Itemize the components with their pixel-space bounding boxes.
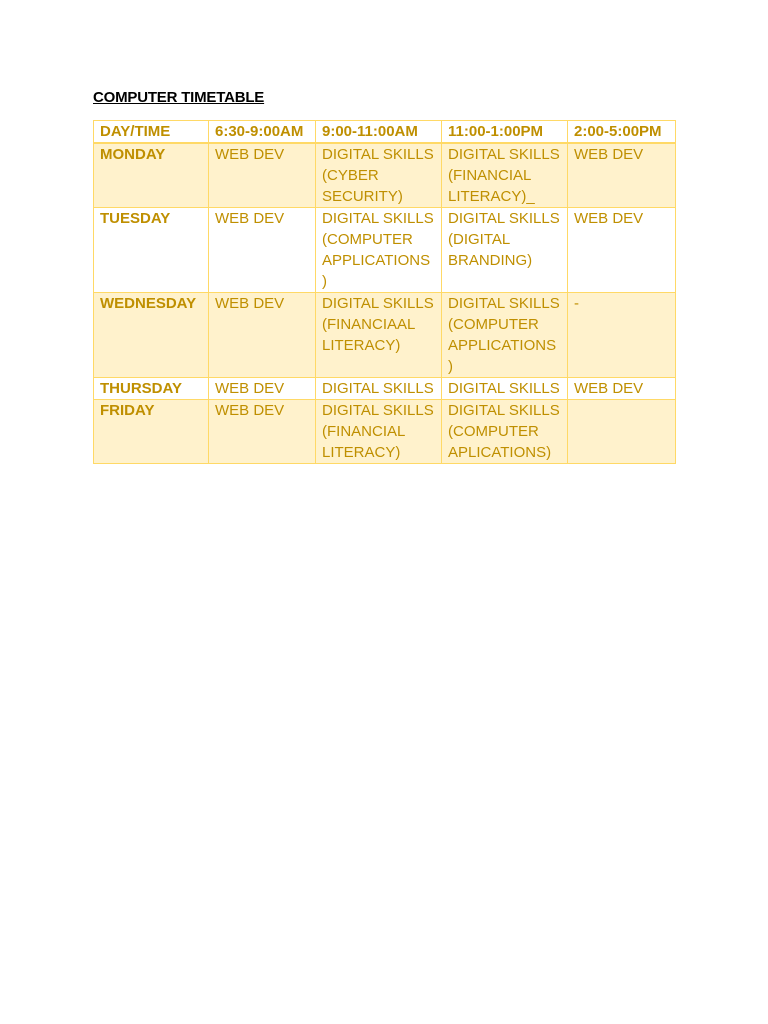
table-cell: WEB DEV: [568, 208, 676, 293]
table-cell: DIGITAL SKILLS (FINANCIAL LITERACY)_: [442, 143, 568, 208]
timetable-table: [93, 120, 676, 464]
table-cell: WEB DEV: [209, 400, 316, 464]
table-cell: DIGITAL SKILLS: [316, 378, 442, 400]
table-row: [94, 378, 676, 400]
table-cell: WEB DEV: [209, 378, 316, 400]
table-row: [94, 208, 676, 293]
day-cell: MONDAY: [94, 143, 209, 208]
table-cell: WEB DEV: [568, 143, 676, 208]
table-cell: DIGITAL SKILLS (COMPUTER APLICATIONS): [442, 400, 568, 464]
page-title: COMPUTER TIMETABLE: [93, 89, 265, 106]
header-cell-slot-1: 6:30-9:00AM: [209, 121, 316, 144]
header-cell-slot-3: 11:00-1:00PM: [442, 121, 568, 144]
table-cell: DIGITAL SKILLS: [442, 378, 568, 400]
table-cell: DIGITAL SKILLS (FINANCIAAL LITERACY): [316, 293, 442, 378]
day-cell: WEDNESDAY: [94, 293, 209, 378]
day-cell: FRIDAY: [94, 400, 209, 464]
table-cell: DIGITAL SKILLS (COMPUTER APPLICATIONS): [442, 293, 568, 378]
header-row: [94, 121, 676, 144]
table-row: [94, 143, 676, 208]
header-cell-day-time: DAY/TIME: [94, 121, 209, 144]
day-cell: THURSDAY: [94, 378, 209, 400]
table-cell: DIGITAL SKILLS (COMPUTER APPLICATIONS ): [316, 208, 442, 293]
table-cell: DIGITAL SKILLS (FINANCIAL LITERACY): [316, 400, 442, 464]
table-cell: DIGITAL SKILLS (DIGITAL BRANDING): [442, 208, 568, 293]
table-cell: -: [568, 293, 676, 378]
table-cell: WEB DEV: [568, 378, 676, 400]
table-cell: WEB DEV: [209, 208, 316, 293]
table-cell: [568, 400, 676, 464]
table-row: [94, 293, 676, 378]
table-cell: WEB DEV: [209, 143, 316, 208]
day-cell: TUESDAY: [94, 208, 209, 293]
header-cell-slot-2: 9:00-11:00AM: [316, 121, 442, 144]
table-cell: WEB DEV: [209, 293, 316, 378]
table-row: [94, 400, 676, 464]
table-cell: DIGITAL SKILLS (CYBER SECURITY): [316, 143, 442, 208]
header-cell-slot-4: 2:00-5:00PM: [568, 121, 676, 144]
